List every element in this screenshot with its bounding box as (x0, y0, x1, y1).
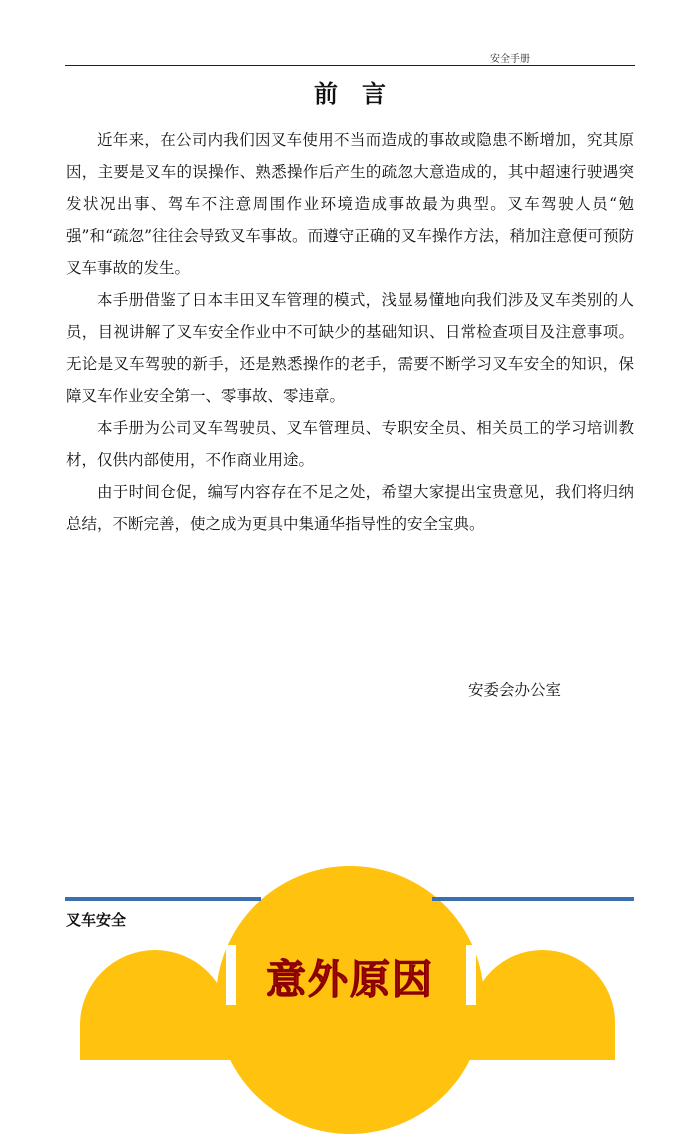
header-divider (65, 65, 635, 66)
paragraph-1: 近年来，在公司内我们因叉车使用不当而造成的事故或隐患不断增加，究其原因，主要是叉车的误操作、熟悉操作后产生的疏忽大意造成的，其中超速行驶遇突发状况出事、驾车不注意周围作业环境造成事故最为典型。叉车驾驶人员“勉强”和“疏忽”往往会导致叉车事故。而遵守正确的叉车操作方法，稍加注意便可预防叉车事故的发生。 (66, 131, 634, 277)
signature: 安委会办公室 (468, 681, 562, 699)
section-label: 叉车安全 (66, 911, 127, 929)
header-label: 安全手册 (490, 54, 530, 65)
paragraph-4: 由于时间仓促，编写内容存在不足之处，希望大家提出宝贵意见，我们将归纳总结，不断完善，使之成为更具中集通华指导性的安全宝典。 (66, 483, 634, 533)
preface-body (66, 124, 634, 540)
page-title: 前言 (314, 80, 410, 108)
banner-heading: 意外原因 (266, 957, 434, 1003)
paragraph-3: 本手册为公司叉车驾驶员、叉车管理员、专职安全员、相关员工的学习培训教材，仅供内部使用，不作商业用途。 (66, 419, 634, 469)
paragraph-2: 本手册借鉴了日本丰田叉车管理的模式，浅显易懂地向我们涉及叉车类别的人员，目视讲解了叉车安全作业中不可缺少的基础知识、日常检查项目及注意事项。无论是叉车驾驶的新手，还是熟悉操作的老手，需要不断学习叉车安全的知识，保障叉车作业安全第一、零事故、零违章。 (66, 291, 634, 405)
footer-divider-left (65, 897, 261, 901)
footer-divider-right (432, 897, 634, 901)
